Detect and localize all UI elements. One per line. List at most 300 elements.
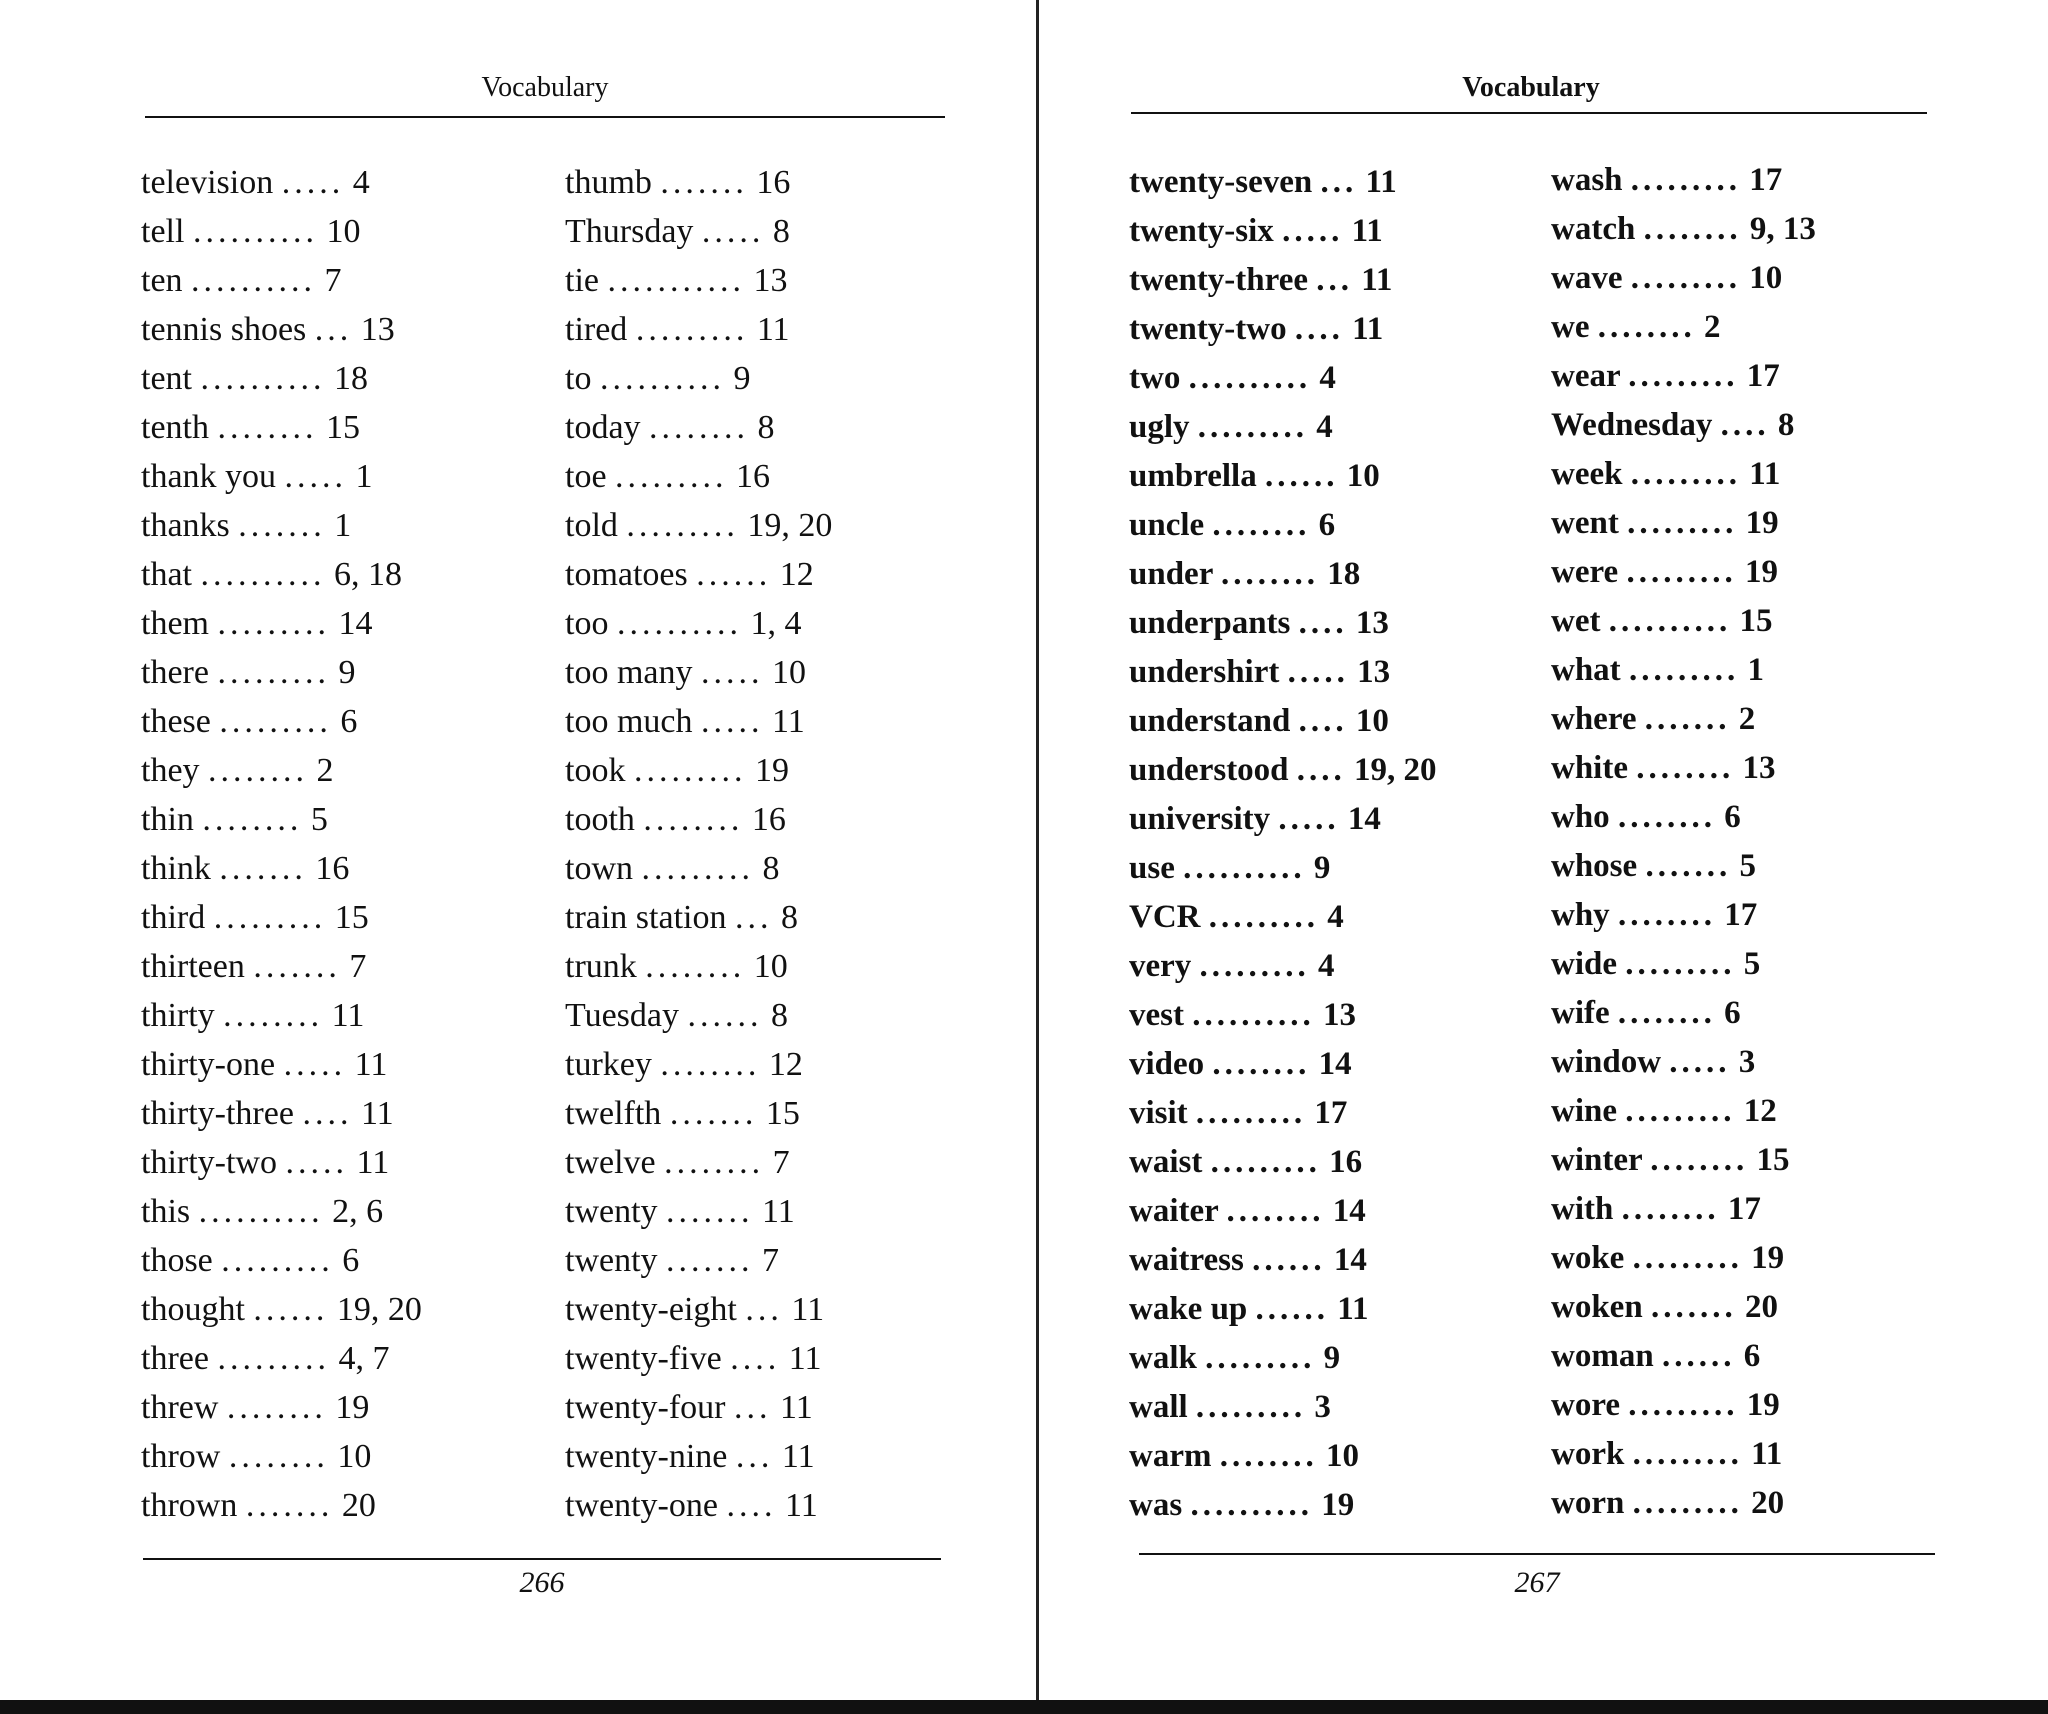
page-reference: 17: [1746, 358, 1780, 394]
dot-leader: .....: [281, 164, 345, 201]
index-entry: [1551, 842, 1961, 891]
page-reference: 18: [1327, 556, 1361, 592]
index-word: wash: [1551, 162, 1623, 198]
dot-leader: .....: [1287, 654, 1349, 690]
page-reference: 5: [1743, 946, 1761, 982]
page-reference: 7: [324, 262, 342, 299]
index-entry: [1129, 1187, 1539, 1236]
index-entry: [141, 795, 551, 844]
index-word: understood: [1129, 752, 1289, 788]
index-word: to: [565, 360, 592, 397]
page-reference: 8: [757, 409, 775, 446]
index-entry: [1129, 795, 1539, 844]
index-word: week: [1551, 456, 1623, 492]
page-reference: 19: [754, 752, 789, 789]
index-entry: [1551, 1283, 1961, 1332]
index-word: twenty-two: [1129, 311, 1287, 347]
index-word: tell: [141, 213, 185, 250]
index-word: train station: [565, 899, 727, 936]
page-reference: 2, 6: [332, 1193, 384, 1230]
index-word: wet: [1551, 603, 1601, 639]
index-entry: [565, 991, 975, 1040]
index-entry: [565, 648, 975, 697]
index-word: twenty-four: [565, 1389, 726, 1426]
index-entry: [141, 599, 551, 648]
index-entry: [1129, 697, 1539, 746]
dot-leader: ....: [1296, 752, 1346, 788]
dot-leader: .........: [1630, 260, 1741, 296]
page-reference: 11: [780, 1389, 813, 1426]
index-word: whose: [1551, 848, 1638, 884]
dot-leader: ..........: [599, 360, 725, 397]
index-entry: [565, 1383, 975, 1432]
dot-leader: .........: [1628, 652, 1740, 688]
page-reference: 19: [1746, 1387, 1780, 1423]
index-entry: [565, 305, 975, 354]
dot-leader: .........: [1632, 1485, 1743, 1521]
page-reference: 18: [333, 360, 368, 397]
page-reference: 13: [360, 311, 395, 348]
index-entry: [1129, 501, 1539, 550]
dot-leader: .........: [217, 1340, 330, 1377]
page-reference: 17: [1724, 897, 1758, 933]
dot-leader: ........: [1212, 1046, 1311, 1082]
dot-leader: .....: [284, 458, 348, 495]
dot-leader: ..........: [616, 605, 742, 642]
index-entry: [565, 746, 975, 795]
dot-leader: ........: [208, 752, 309, 789]
index-word: with: [1551, 1191, 1614, 1227]
page-reference: 12: [768, 1046, 803, 1083]
index-entry: [1551, 1185, 1961, 1234]
dot-leader: ..........: [1608, 603, 1732, 639]
page-reference: 11: [1352, 311, 1384, 347]
index-entry: [141, 1432, 551, 1481]
index-word: woken: [1551, 1289, 1643, 1325]
dot-leader: .....: [285, 1144, 348, 1181]
dot-leader: .....: [1669, 1044, 1731, 1080]
dot-leader: ......: [696, 556, 772, 593]
index-word: Tuesday: [565, 997, 679, 1034]
dot-leader: .....: [700, 703, 764, 740]
index-word: threw: [141, 1389, 219, 1426]
page-reference: 14: [1333, 1242, 1367, 1278]
dot-leader: ..........: [191, 262, 317, 299]
index-word: went: [1551, 505, 1619, 541]
dot-leader: .........: [1632, 1240, 1743, 1276]
page-reference: 19: [1321, 1487, 1355, 1523]
index-entry: [1129, 746, 1539, 795]
dot-leader: ...: [734, 899, 773, 936]
index-entry: [141, 1187, 551, 1236]
index-word: trunk: [565, 948, 637, 985]
index-entry: [141, 1481, 551, 1530]
page-reference: 11: [360, 1095, 394, 1132]
index-entry: [1551, 548, 1961, 597]
index-entry: [141, 942, 551, 991]
index-entry: [565, 1481, 975, 1530]
dot-leader: .......: [660, 164, 748, 201]
page-reference: 20: [341, 1487, 376, 1524]
dot-leader: .......: [666, 1242, 754, 1279]
dot-leader: ....: [1720, 407, 1770, 443]
page-reference: 16: [756, 164, 791, 201]
page-reference: 10: [337, 1438, 372, 1475]
dot-leader: ......: [687, 997, 763, 1034]
dot-leader: .........: [1205, 1340, 1316, 1376]
dot-leader: ....: [1298, 605, 1348, 641]
index-word: thirteen: [141, 948, 245, 985]
page-reference: 19: [335, 1389, 370, 1426]
index-word: white: [1551, 750, 1628, 786]
index-word: town: [565, 850, 633, 887]
dot-leader: ....: [726, 1487, 777, 1524]
index-entry: [1551, 891, 1961, 940]
index-word: wear: [1551, 358, 1621, 394]
dot-leader: .........: [641, 850, 754, 887]
dot-leader: .........: [1628, 358, 1739, 394]
page-reference: 13: [1742, 750, 1776, 786]
index-entry: [1129, 403, 1539, 452]
dot-leader: ......: [1264, 458, 1339, 494]
dot-leader: .........: [1197, 409, 1309, 445]
dot-leader: .........: [217, 605, 330, 642]
index-word: was: [1129, 1487, 1183, 1523]
dot-leader: .........: [1208, 899, 1319, 935]
page-reference: 11: [781, 1438, 815, 1475]
page-number: 266: [519, 1566, 565, 1599]
page-reference: 10: [1325, 1438, 1359, 1474]
index-word: warm: [1129, 1438, 1212, 1474]
dot-leader: ..........: [1183, 850, 1306, 886]
dot-leader: ........: [1617, 995, 1716, 1031]
index-word: wide: [1551, 946, 1617, 982]
index-entry: [141, 501, 551, 550]
index-word: waiter: [1129, 1193, 1219, 1229]
page-reference: 11: [1365, 164, 1397, 200]
page-reference: 11: [1751, 1436, 1783, 1472]
dot-leader: ........: [1219, 1438, 1318, 1474]
index-entry: [1129, 305, 1539, 354]
index-entry: [565, 354, 975, 403]
page-reference: 5: [1739, 848, 1756, 884]
right-page: [1039, 0, 2048, 1700]
index-word: twenty-three: [1129, 262, 1308, 298]
index-word: thought: [141, 1291, 245, 1328]
index-word: Wednesday: [1551, 407, 1713, 443]
index-word: winter: [1551, 1142, 1643, 1178]
page-reference: 19: [1751, 1240, 1785, 1276]
index-word: they: [141, 752, 200, 789]
dot-leader: ........: [1212, 507, 1311, 543]
index-word: very: [1129, 948, 1192, 984]
index-entry: [1129, 1481, 1539, 1530]
index-word: wore: [1551, 1387, 1621, 1423]
index-word: throw: [141, 1438, 221, 1475]
dot-leader: .........: [633, 752, 747, 789]
page-reference: 4: [1319, 360, 1336, 396]
page-reference: 14: [1332, 1193, 1366, 1229]
dot-leader: ........: [1621, 1191, 1720, 1227]
index-entry: [1129, 942, 1539, 991]
index-entry: [1129, 1138, 1539, 1187]
index-word: were: [1551, 554, 1619, 590]
page-reference: 17: [1749, 162, 1783, 198]
page-reference: 6: [1724, 799, 1741, 835]
index-word: two: [1129, 360, 1181, 396]
dot-leader: .........: [1627, 505, 1738, 541]
dot-leader: ........: [226, 1389, 327, 1426]
dot-leader: ......: [1252, 1242, 1326, 1278]
dot-leader: ........: [217, 409, 318, 446]
dot-leader: .........: [1628, 1387, 1739, 1423]
index-word: took: [565, 752, 626, 789]
index-word: twelfth: [565, 1095, 662, 1132]
index-word: woke: [1551, 1240, 1625, 1276]
index-entry: [141, 746, 551, 795]
index-word: umbrella: [1129, 458, 1257, 494]
dot-leader: ........: [1221, 556, 1320, 592]
index-entry: [1551, 1430, 1961, 1479]
index-entry: [1551, 254, 1961, 303]
header-rule: [1131, 112, 1927, 114]
index-word: undershirt: [1129, 654, 1280, 690]
index-word: thin: [141, 801, 194, 838]
index-entry: [1129, 207, 1539, 256]
dot-leader: ........: [223, 997, 324, 1034]
dot-leader: .........: [217, 654, 330, 691]
index-word: twenty-eight: [565, 1291, 737, 1328]
page-reference: 13: [1355, 605, 1389, 641]
dot-leader: .........: [1195, 1095, 1307, 1131]
index-entry: [141, 550, 551, 599]
index-entry: [1129, 844, 1539, 893]
dot-leader: .......: [253, 948, 341, 985]
index-entry: [141, 1236, 551, 1285]
index-entry: [565, 1334, 975, 1383]
dot-leader: ....: [302, 1095, 353, 1132]
page-reference: 11: [1361, 262, 1393, 298]
index-word: work: [1551, 1436, 1625, 1472]
page-reference: 2: [316, 752, 334, 789]
index-entry: [1129, 1236, 1539, 1285]
dot-leader: ...........: [607, 262, 745, 299]
index-entry: [565, 452, 975, 501]
index-entry: [1551, 744, 1961, 793]
dot-leader: .........: [626, 507, 739, 544]
index-word: window: [1551, 1044, 1662, 1080]
page-reference: 3: [1738, 1044, 1756, 1080]
index-word: twelve: [565, 1144, 656, 1181]
index-word: twenty-seven: [1129, 164, 1313, 200]
dot-leader: ....: [1298, 703, 1348, 739]
dot-leader: .........: [213, 899, 327, 936]
index-word: this: [141, 1193, 191, 1230]
page-reference: 15: [1739, 603, 1773, 639]
index-word: told: [565, 507, 618, 544]
index-word: thanks: [141, 507, 230, 544]
index-entry: [1551, 1136, 1961, 1185]
page-reference: 14: [1347, 801, 1381, 837]
index-word: tomatoes: [565, 556, 688, 593]
dot-leader: ........: [660, 1046, 761, 1083]
page-reference: 8: [1777, 407, 1795, 443]
dot-leader: .........: [1210, 1144, 1321, 1180]
page-reference: 19, 20: [747, 507, 833, 544]
page-reference: 19: [1744, 554, 1778, 590]
index-word: Thursday: [565, 213, 694, 250]
page-reference: 8: [762, 850, 780, 887]
page-reference: 14: [1318, 1046, 1352, 1082]
index-word: twenty: [565, 1193, 658, 1230]
index-entry: [1551, 1381, 1961, 1430]
index-entry: [1129, 1089, 1539, 1138]
page-reference: 14: [338, 605, 373, 642]
index-entry: [1551, 646, 1961, 695]
index-entry: [1129, 1285, 1539, 1334]
index-word: thirty-one: [141, 1046, 276, 1083]
page-reference: 1: [1747, 652, 1764, 688]
index-word: under: [1129, 556, 1213, 592]
index-column: [565, 158, 975, 1530]
index-entry: [1129, 550, 1539, 599]
dot-leader: ........: [1226, 1193, 1325, 1229]
page-reference: 16: [1329, 1144, 1363, 1180]
dot-leader: .....: [283, 1046, 347, 1083]
index-word: VCR: [1129, 899, 1201, 935]
dot-leader: ...: [1316, 262, 1353, 298]
index-word: too: [565, 605, 609, 642]
index-word: visit: [1129, 1095, 1188, 1131]
dot-leader: ..........: [200, 360, 326, 397]
page-reference: 10: [326, 213, 361, 250]
dot-leader: ........: [1643, 211, 1742, 247]
page-reference: 9: [1323, 1340, 1341, 1376]
index-word: waitress: [1129, 1242, 1244, 1278]
index-entry: [1551, 401, 1961, 450]
dot-leader: .........: [1625, 946, 1736, 982]
index-entry: [565, 1187, 975, 1236]
dot-leader: .........: [1630, 162, 1742, 198]
index-word: use: [1129, 850, 1175, 886]
page-reference: 16: [736, 458, 771, 495]
dot-leader: .....: [701, 213, 765, 250]
dot-leader: ......: [1255, 1291, 1330, 1327]
dot-leader: ...: [734, 1389, 772, 1426]
index-word: turkey: [565, 1046, 652, 1083]
index-word: underpants: [1129, 605, 1291, 641]
page-reference: 12: [779, 556, 814, 593]
index-entry: [565, 1432, 975, 1481]
dot-leader: .......: [1644, 701, 1731, 737]
index-word: wine: [1551, 1093, 1617, 1129]
page-reference: 1: [334, 507, 352, 544]
index-word: wave: [1551, 260, 1623, 296]
index-word: too many: [565, 654, 693, 691]
page-reference: 16: [751, 801, 786, 838]
index-entry: [565, 256, 975, 305]
index-entry: [141, 1089, 551, 1138]
index-entry: [1551, 1038, 1961, 1087]
dot-leader: ........: [1617, 897, 1716, 933]
index-entry: [565, 1138, 975, 1187]
index-word: why: [1551, 897, 1610, 933]
index-word: there: [141, 654, 209, 691]
page-reference: 16: [315, 850, 350, 887]
page-reference: 13: [1357, 654, 1391, 690]
index-entry: [141, 1383, 551, 1432]
page-reference: 12: [1743, 1093, 1777, 1129]
dot-leader: .....: [1282, 213, 1344, 249]
dot-leader: ......: [253, 1291, 329, 1328]
index-column: [141, 158, 551, 1530]
index-word: tired: [565, 311, 628, 348]
index-word: wall: [1129, 1389, 1188, 1425]
index-entry: [1551, 940, 1961, 989]
index-entry: [1551, 450, 1961, 499]
page-reference: 15: [765, 1095, 800, 1132]
index-entry: [141, 305, 551, 354]
index-entry: [1129, 354, 1539, 403]
index-word: thumb: [565, 164, 652, 201]
page-reference: 10: [1355, 703, 1389, 739]
index-word: thirty: [141, 997, 215, 1034]
index-word: woman: [1551, 1338, 1654, 1374]
index-word: what: [1551, 652, 1621, 688]
dot-leader: .....: [700, 654, 764, 691]
page-reference: 17: [1727, 1191, 1761, 1227]
page-reference: 5: [310, 801, 328, 838]
dot-leader: ........: [1617, 799, 1716, 835]
index-word: wife: [1551, 995, 1610, 1031]
index-entry: [1551, 156, 1961, 205]
page-reference: 11: [762, 1193, 795, 1230]
dot-leader: .......: [669, 1095, 758, 1132]
scan-edge: [0, 1700, 2048, 1714]
dot-leader: .........: [219, 703, 332, 740]
index-entry: [141, 207, 551, 256]
index-entry: [565, 1285, 975, 1334]
index-entry: [1129, 158, 1539, 207]
index-word: third: [141, 899, 206, 936]
index-entry: [141, 1138, 551, 1187]
index-entry: [1551, 989, 1961, 1038]
page-reference: 9: [733, 360, 751, 397]
index-entry: [141, 697, 551, 746]
dot-leader: ...: [745, 1291, 783, 1328]
page-reference: 10: [771, 654, 806, 691]
index-entry: [1129, 648, 1539, 697]
index-word: twenty-five: [565, 1340, 722, 1377]
dot-leader: ....: [730, 1340, 781, 1377]
index-entry: [141, 648, 551, 697]
index-entry: [565, 550, 975, 599]
index-entry: [1129, 599, 1539, 648]
index-entry: [1129, 1432, 1539, 1481]
index-word: these: [141, 703, 211, 740]
page-reference: 7: [772, 1144, 790, 1181]
index-entry: [141, 256, 551, 305]
dot-leader: .......: [1650, 1289, 1737, 1325]
page-reference: 11: [1351, 213, 1383, 249]
index-column: [1129, 158, 1539, 1530]
index-entry: [141, 452, 551, 501]
page-reference: 11: [1749, 456, 1781, 492]
index-entry: [565, 697, 975, 746]
index-word: twenty-nine: [565, 1438, 728, 1475]
index-entry: [1551, 597, 1961, 646]
index-word: thirty-two: [141, 1144, 277, 1181]
